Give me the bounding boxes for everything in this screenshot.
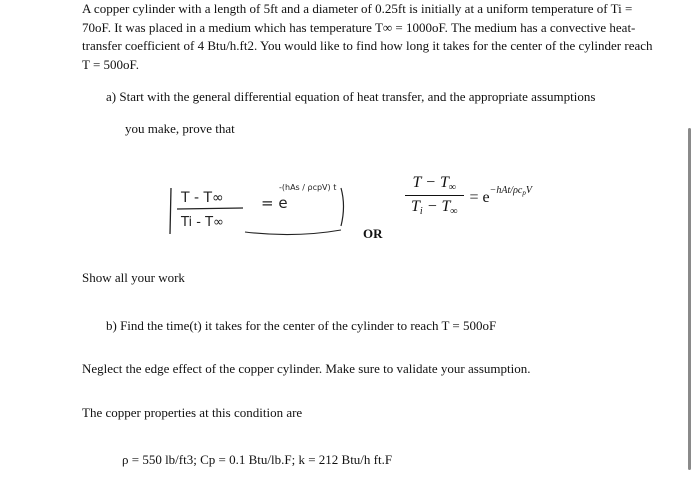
neglect-note: Neglect the edge effect of the copper cylinder. Make sure to validate your assumption. [82, 361, 531, 376]
handwritten-rhs: = e [261, 194, 288, 212]
part-b-prompt: b) Find the time(t) it takes for the center of the cylinder to reach T = 500oF [106, 318, 497, 333]
typed-formula [405, 174, 532, 217]
show-work-note: Show all your work [82, 270, 185, 285]
properties-line: ρ = 550 lb/ft3; Cp = 0.1 Btu/lb.F; k = 212 Btu/h ft.F [122, 452, 393, 467]
part-a-continuation: you make, prove that [125, 121, 235, 136]
handwritten-formula-drawing [165, 172, 355, 238]
typed-formula-exponent: −hAt/ρcpV [489, 184, 532, 197]
handwritten-denominator: Ti - T∞ [181, 215, 224, 230]
handwritten-formula [165, 172, 355, 243]
typed-formula-fraction [405, 174, 464, 217]
problem-statement: A copper cylinder with a length of 5ft and a diameter of 0.25ft is initially at a uniform temperature of Ti = 70oF. It was placed in a medium which has temperature T∞ = 1000oF. The medium has a convective heat-transfer coefficient of 4 Btu/h.ft2. You would like to find how long it takes for the center of the cylinder reach T = 500oF. [82, 1, 653, 72]
typed-formula-denominator: $T_i - T_\infty$ [411, 198, 458, 217]
handwritten-exponent: -(hAs / ρcpV) t [279, 183, 337, 192]
vertical-scrollbar[interactable] [688, 128, 691, 470]
handwritten-numerator: T - T∞ [181, 190, 224, 206]
copper-properties-intro: The copper properties at this condition are [82, 405, 303, 420]
part-a-prompt: a) Start with the general differential equation of heat transfer, and the appropriate assumptions [106, 89, 596, 104]
typed-formula-rhs: = $e^{-hAt/\rho c_pV}$ [469, 184, 532, 206]
or-label: OR [363, 226, 383, 241]
typed-formula-numerator: $T - T_\infty$ [405, 174, 464, 196]
